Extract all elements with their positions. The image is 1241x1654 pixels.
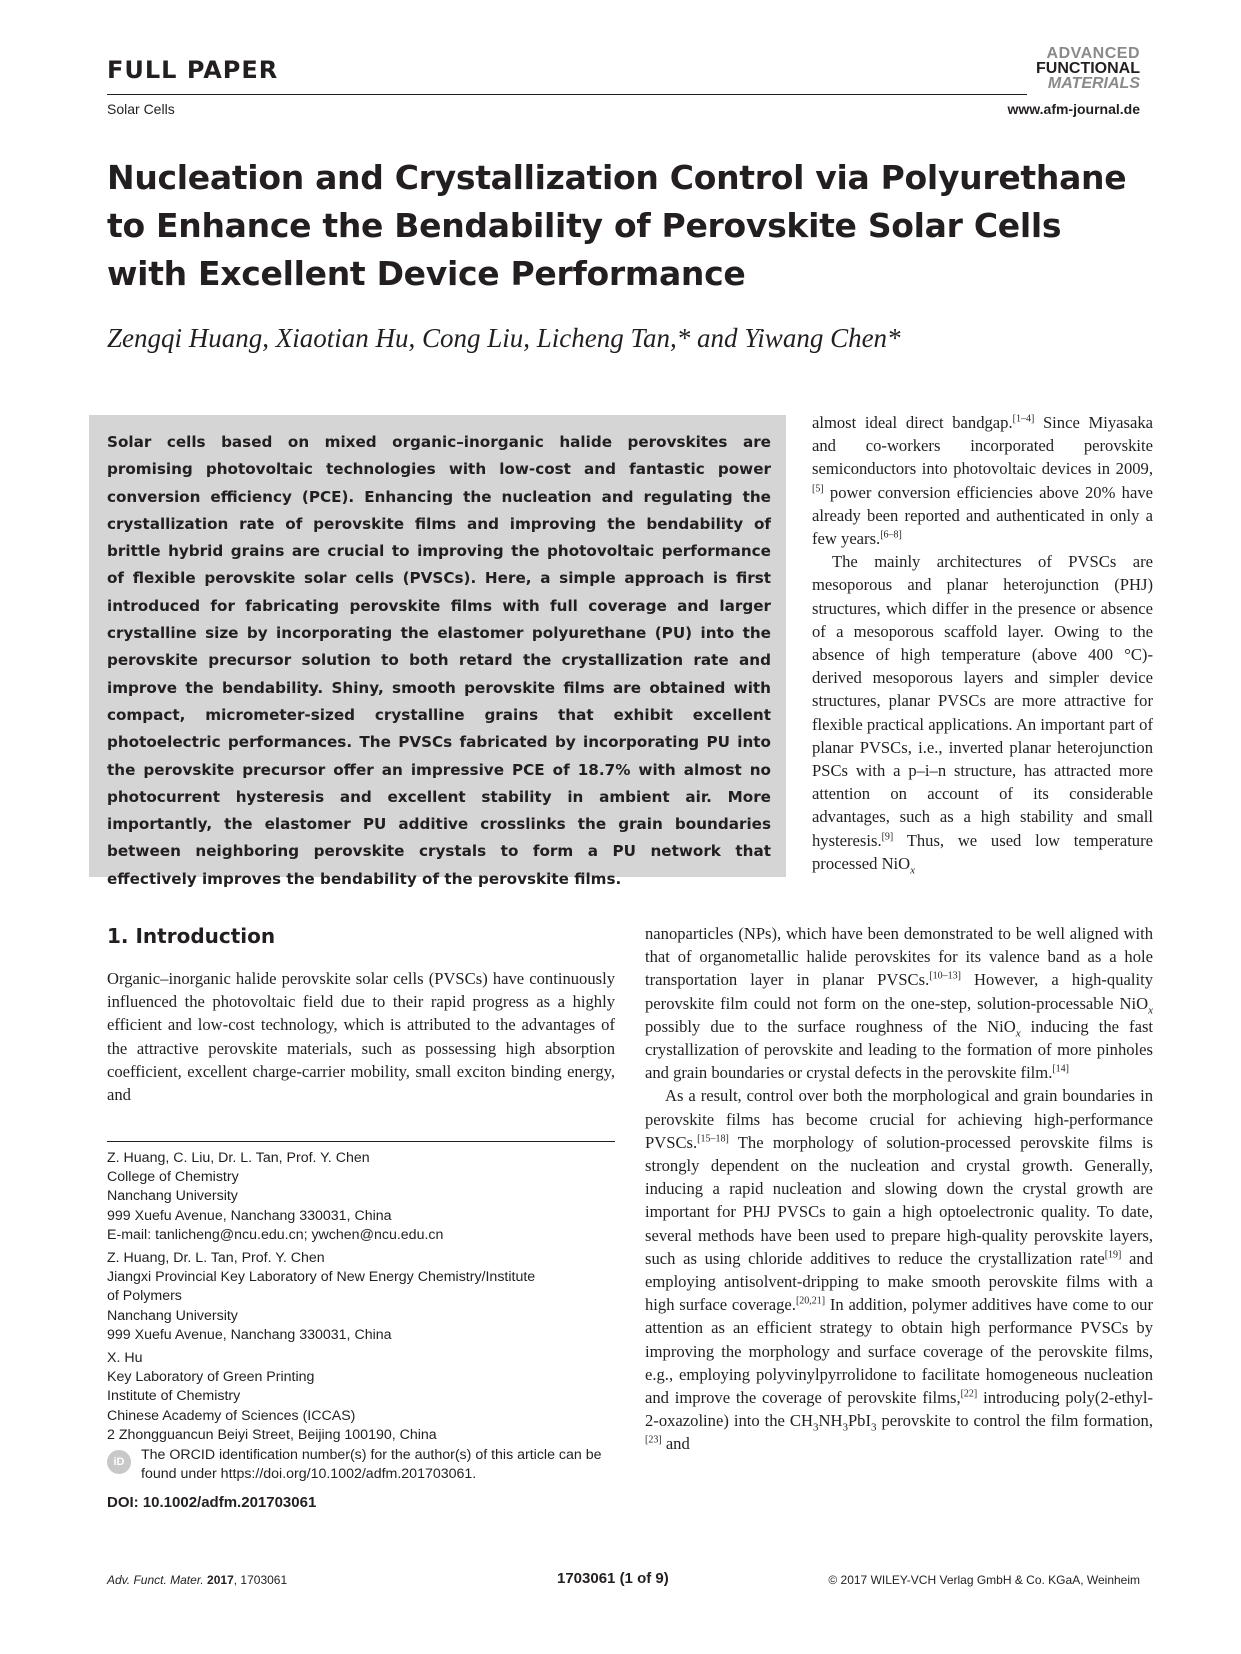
- abstract-text: Solar cells based on mixed organic–inorganic halide perovskites are promising photovoltaic technologies with low-cost and fantastic power conversion efficiency (PCE). Enhancing the nucleation and regulating the crystallization rate of perovskite films and improving the bendability of brittle hybrid grains are crucial to improving the photovoltaic performance of flexible perovskite solar cells (PVSCs). Here, a simple approach is first introduced for fabricating perovskite films with full coverage and larger crystalline size by incorporating the elastomer polyurethane (PU) into the perovskite precursor solution to both retard the crystallization rate and improve the bendability. Shiny, smooth perovskite films are obtained with compact, micrometer-sized crystalline grains that exhibit excellent photoelectric performances. The PVSCs fabricated by incorporating PU into the perovskite precursor offer an impressive PCE of 18.7% with almost no photocurrent hysteresis and excellent stability in ambient air. More importantly, the elastomer PU additive crosslinks the grain boundaries between neighboring perovskite crystals to form a PU network that effectively improves the bendability of the perovskite films.: [107, 433, 771, 888]
- affiliation-block: Z. Huang, C. Liu, Dr. L. Tan, Prof. Y. Chen College of Chemistry Nanchang University 999 Xuefu Avenue, Nanchang 330031, China E-mail: tanlicheng@ncu.edu.cn; ywchen@ncu.edu.cn: [107, 1149, 615, 1245]
- doi-label[interactable]: DOI: 10.1002/adfm.201703061: [107, 1494, 317, 1511]
- journal-logo: [1000, 46, 1140, 91]
- footer-citation: Adv. Funct. Mater. 2017, 1703061: [107, 1573, 288, 1587]
- paragraph: As a result, control over both the morphological and grain boundaries in perovskite films has become crucial for achieving high-performance PVSCs.[15–18] The morphology of solution-processed perovskite films is strongly dependent on the nucleation and crystal growth. Generally, inducing a rapid nucleation and slowing down the crystal growth are important for PHJ PVSCs to gain a high optoelectronic quality. To date, several methods have been used to prepare high-quality perovskite layers, such as using chloride additives to reduce the crystallization rate[19] and employing antisolvent-dripping to make smooth perovskite films with a high surface coverage.[20,21] In addition, polymer additives have come to our attention as an efficient strategy to obtain high performance PVSCs by improving the morphology and surface coverage of the perovskite films, e.g., employing polyvinylpyrrolidone to facilitate homogeneous nucleation and improve the coverage of perovskite films,[22] introducing poly(2-ethyl-2-oxazoline) into the $CH_3NH_3PbI_3$ perovskite to control the film formation,[23] and: [645, 1086, 1153, 1454]
- main-column-text: [645, 922, 1153, 1456]
- orcid-note: [107, 1446, 615, 1484]
- affiliations: [107, 1149, 615, 1449]
- citation[interactable]: [20,21]: [795, 1295, 826, 1307]
- citation[interactable]: [23]: [645, 1434, 662, 1446]
- citation[interactable]: [15–18]: [697, 1133, 729, 1145]
- copyright: © 2017 WILEY-VCH Verlag GmbH & Co. KGaA, Weinheim: [828, 1573, 1140, 1587]
- citation[interactable]: [10–13]: [929, 970, 961, 982]
- page-number: 1703061 (1 of 9): [557, 1570, 669, 1587]
- citation[interactable]: [9]: [881, 831, 894, 843]
- orcid-icon: iD: [107, 1450, 131, 1474]
- logo-line-2: FUNCTIONAL: [1036, 60, 1140, 77]
- citation[interactable]: [22]: [960, 1388, 978, 1400]
- intro-paragraph: Organic–inorganic halide perovskite solar cells (PVSCs) have continuously influenced the photovoltaic field due to their rapid progress as a highly efficient and low-cost technology, which is attributed to the advantages of the attractive perovskite materials, such as possessing high absorption coefficient, excellent charge-carrier mobility, small exciton binding energy, and: [107, 969, 615, 1105]
- article-type-label: FULL PAPER: [107, 56, 279, 84]
- paragraph: nanoparticles (NPs), which have been demonstrated to be well aligned with that of organometallic halide perovskites for its valence band as a hole transportation layer in planar PVSCs.[10–13] However, a high-quality perovskite film could not form on the one-step, solution-processable NiO$_x$ possibly due to the surface roughness of the NiO$_x$ inducing the fast crystallization of perovskite and leading to the formation of more pinholes and grain boundaries or crystal defects in the perovskite film.[14]: [645, 924, 1154, 1083]
- header-divider: [107, 94, 1027, 95]
- logo-line-3: MATERIALS: [1047, 75, 1140, 92]
- citation[interactable]: [1–4]: [1012, 413, 1035, 425]
- affiliation-block: Z. Huang, Dr. L. Tan, Prof. Y. Chen Jiangxi Provincial Key Laboratory of New Energy Chemistry/Institute of Polymers Nanchang University 999 Xuefu Avenue, Nanchang 330031, China: [107, 1250, 536, 1343]
- author-list: Zengqi Huang, Xiaotian Hu, Cong Liu, Licheng Tan,* and Yiwang Chen*: [107, 323, 901, 353]
- orcid-text[interactable]: The ORCID identification number(s) for the author(s) of this article can be found under https://doi.org/10.1002/adfm.201703061.: [141, 1447, 602, 1483]
- email-line[interactable]: E-mail: tanlicheng@ncu.edu.cn; ywchen@ncu.edu.cn: [107, 1226, 444, 1243]
- paragraph: The mainly architectures of PVSCs are mesoporous and planar heterojunction (PHJ) structures, which differ in the presence or absence of a mesoporous scaffold layer. Owing to the absence of high temperature (above 400 °C)-derived mesoporous layers and simpler device structures, planar PVSCs are more attractive for flexible practical applications. An important part of planar PVSCs, i.e., inverted planar heterojunction PSCs with a p–i–n structure, has attracted more attention on account of its considerable advantages, such as a high stability and small hysteresis.[9] Thus, we used low temperature processed NiO$_x$: [812, 552, 1153, 877]
- journal-url[interactable]: www.afm-journal.de: [1007, 101, 1140, 117]
- affiliation-divider: [107, 1141, 615, 1142]
- paragraph: almost ideal direct bandgap.[1–4] Since Miyasaka and co-workers incorporated perovskite semiconductors into photovoltaic devices in 2009,[5] power conversion efficiencies above 20% have already been reported and authenticated in only a few years.[6–8]: [812, 413, 1153, 549]
- logo-line-1: ADVANCED: [1046, 45, 1140, 62]
- right-column-text: [812, 411, 1153, 875]
- citation[interactable]: [14]: [1052, 1063, 1070, 1075]
- affiliation-block: X. Hu Key Laboratory of Green Printing Institute of Chemistry Chinese Academy of Sciences (ICCAS) 2 Zhongguancun Beiyi Street, Beijing 100190, China: [107, 1350, 437, 1443]
- section-heading: 1. Introduction: [107, 924, 276, 948]
- paper-title: Nucleation and Crystallization Control via Polyurethane to Enhance the Bendability of Perovskite Solar Cells with Excellent Device Performance: [107, 158, 1127, 293]
- citation[interactable]: [5]: [812, 483, 824, 495]
- section-tag: Solar Cells: [107, 101, 175, 117]
- citation[interactable]: [6–8]: [880, 529, 902, 541]
- citation[interactable]: [19]: [1104, 1249, 1122, 1261]
